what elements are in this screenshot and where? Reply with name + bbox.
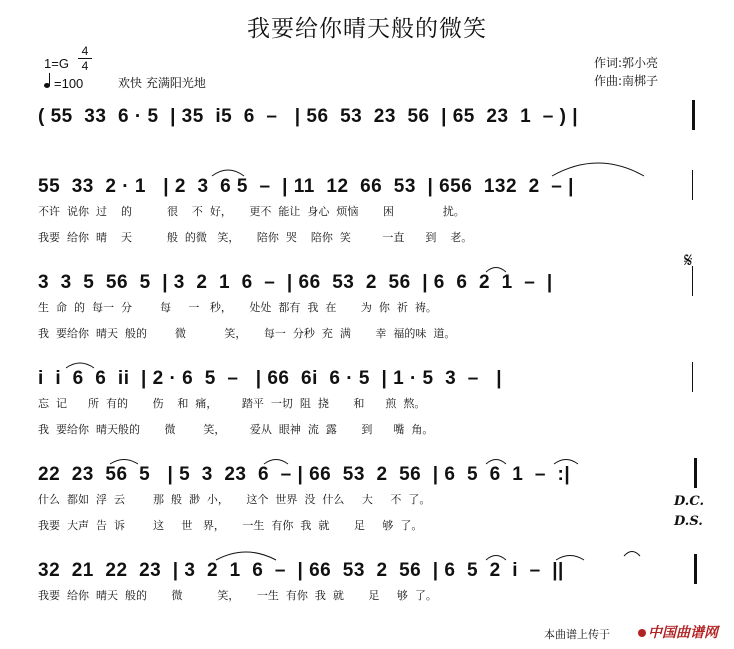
tie-arc bbox=[66, 363, 94, 368]
notation-row-4: i i 6 6 ii | 2 · 6 5 – | 66 6i 6 · 5 | 1 · 5 3 – | bbox=[38, 368, 503, 389]
tie-arc bbox=[212, 170, 244, 176]
lyric-row-4-verse-1: 忘 记 所 有的 伤 和 痛， 踏平 一切 阻 挠 和 煎 熬。 bbox=[38, 397, 426, 410]
barline-end-row-4 bbox=[692, 362, 693, 392]
tie-arc bbox=[486, 268, 506, 273]
logo-text: 中国曲谱网 bbox=[648, 625, 718, 641]
footer-text: 本曲谱上传于 bbox=[544, 628, 610, 641]
fermata-arc bbox=[624, 552, 640, 557]
tie-arc bbox=[264, 460, 288, 465]
lyric-row-6-verse-1: 我要 给你 晴天 般的 微 笑， 一生 有你 我 就 足 够 了。 bbox=[38, 589, 437, 602]
dal-segno-marking: D.S. bbox=[674, 514, 703, 529]
notation-row-2: 55 33 2 · 1 | 2 3 6 5 – | 11 12 66 53 | 656 132 2 – | bbox=[38, 176, 574, 197]
lyricist: 作词:郭小亮 bbox=[594, 56, 659, 70]
lyric-row-3-verse-2: 我 要给你 晴天 般的 微 笑， 每一 分秒 充 满 幸 福的味 道。 bbox=[38, 327, 456, 340]
barline-end-row-1 bbox=[692, 100, 695, 130]
lyric-row-5-verse-1: 什么 都如 浮 云 那 般 渺 小， 这个 世界 没 什么 大 不 了。 bbox=[38, 493, 431, 506]
notation-row-3: 3 3 5 56 5 | 3 2 1 6 – | 66 53 2 56 | 6 6 2 1 – | bbox=[38, 272, 553, 293]
lyric-row-3-verse-1: 生 命 的 每一 分 每 一 秒， 处处 都有 我 在 为 你 祈 祷。 bbox=[38, 301, 437, 314]
score-title: 我要给你晴天般的微笑 bbox=[247, 16, 487, 42]
repeat-barline bbox=[694, 458, 697, 488]
time-bottom: 4 bbox=[78, 58, 92, 73]
lyric-row-5-verse-2: 我要 大声 告 诉 这 世 界， 一生 有你 我 就 足 够 了。 bbox=[38, 519, 423, 532]
key-signature: 1=G bbox=[44, 56, 69, 71]
lyric-row-4-verse-2: 我 要给你 晴天般的 微 笑， 爱从 眼神 流 露 到 嘴 角。 bbox=[38, 423, 434, 436]
lyric-row-2-verse-2: 我要 给你 晴 天 般 的微 笑， 陪你 哭 陪你 笑 一直 到 老。 bbox=[38, 231, 473, 244]
da-capo-marking: D.C. bbox=[674, 494, 704, 509]
notation-row-5: 22 23 56 5 | 5 3 23 6 – | 66 53 2 56 | 6 5 6 1 – :| bbox=[38, 464, 571, 485]
tie-arc bbox=[552, 163, 644, 176]
tie-arc bbox=[554, 460, 578, 465]
site-logo bbox=[638, 622, 718, 642]
tie-arc bbox=[216, 552, 276, 560]
style-marking: 欢快 充满阳光地 bbox=[118, 76, 206, 90]
tempo-value: =100 bbox=[54, 76, 84, 91]
barline-end-row-2 bbox=[692, 170, 693, 200]
segno-icon: 𝄋 bbox=[684, 248, 693, 272]
notation-row-6: 32 21 22 23 | 3 2 1 6 – | 66 53 2 56 | 6 5 2 i – || bbox=[38, 560, 564, 581]
time-top: 4 bbox=[81, 44, 89, 58]
lyric-row-2-verse-1: 不许 说你 过 的 很 不 好， 更不 能让 身心 烦恼 困 扰。 bbox=[38, 205, 465, 218]
logo-icon bbox=[638, 629, 646, 637]
notation-row-1: ( 55 33 6 · 5 | 35 i5 6 – | 56 53 23 56 | 65 23 1 – ) | bbox=[38, 106, 579, 127]
tie-arc bbox=[556, 556, 584, 561]
final-barline bbox=[694, 554, 697, 584]
tie-arc bbox=[486, 556, 506, 561]
tie-arc bbox=[486, 460, 506, 465]
tie-arc bbox=[110, 460, 138, 465]
composer: 作曲:南梆子 bbox=[594, 74, 659, 88]
